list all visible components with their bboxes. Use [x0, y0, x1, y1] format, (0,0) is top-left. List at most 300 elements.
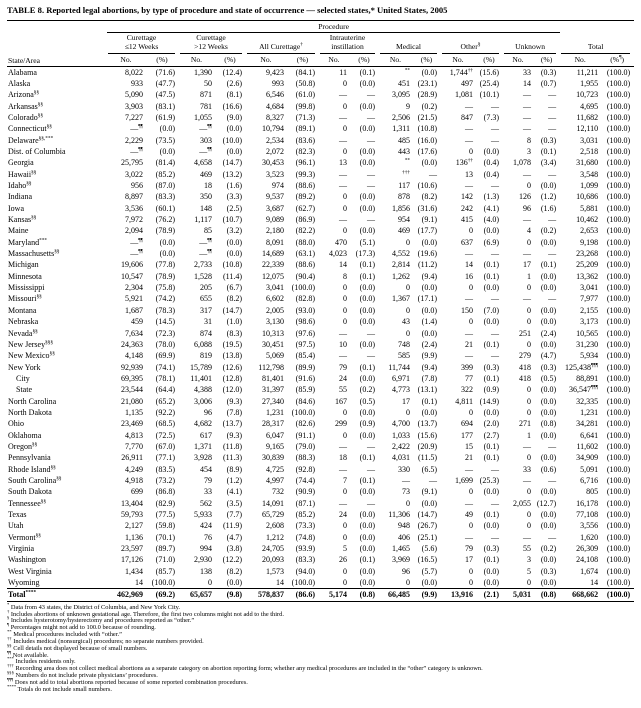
percent-cell: (13.1): [417, 385, 437, 395]
count-cell: 0: [469, 487, 473, 497]
state-area-cell: Minnesota: [8, 271, 42, 281]
state-area-cell: New Jersey§§§: [8, 339, 54, 349]
percent-cell: (0.0): [359, 192, 375, 202]
percent-cell: (97.6): [295, 328, 315, 338]
percent-cell: (0.1): [359, 475, 375, 485]
count-cell: 6,716: [580, 475, 599, 485]
count-cell: 17: [402, 396, 410, 406]
percent-cell: (0.0): [159, 147, 175, 156]
count-cell: 17: [523, 260, 531, 270]
table-row: [7, 452, 634, 463]
count-cell: 77: [465, 373, 473, 383]
percent-cell: —: [367, 464, 375, 474]
percent-cell: (85.2): [295, 510, 315, 519]
percent-cell: (100.0): [606, 339, 631, 349]
percent-cell: (0.4): [483, 158, 499, 168]
percent-cell: (0.0): [359, 147, 375, 156]
count-cell: 69,395: [121, 373, 143, 383]
count-cell: 8,091: [266, 237, 284, 247]
count-cell: 4,918: [125, 475, 143, 485]
count-cell: 14,091: [262, 498, 284, 508]
percent-cell: (68.5): [155, 419, 175, 429]
count-cell: 49: [465, 510, 473, 519]
count-cell: 3,687: [266, 203, 284, 213]
percent-cell: (83.1): [155, 101, 175, 111]
count-cell: 0: [527, 181, 531, 191]
count-cell: 30,453: [262, 158, 284, 168]
percent-cell: —: [548, 441, 557, 451]
count-cell: 5,881: [580, 203, 599, 213]
count-cell: 4,658: [194, 158, 212, 168]
count-cell: 805: [586, 487, 599, 497]
count-cell: 16,178: [576, 498, 599, 508]
count-cell: —: [339, 498, 347, 508]
count-cell: 4,700: [392, 419, 410, 429]
percent-cell: (50.8): [295, 78, 315, 88]
percent-cell: (0.0): [359, 226, 375, 236]
count-cell: 14: [276, 578, 284, 588]
percent-cell: —: [367, 328, 375, 338]
percent-cell: (100.0): [600, 589, 634, 601]
count-cell: —: [465, 249, 473, 259]
count-cell: 2,733: [194, 260, 212, 270]
percent-cell: (100.0): [291, 578, 315, 588]
percent-cell: (0.1): [359, 555, 375, 565]
count-cell: 8: [343, 271, 347, 281]
percent-cell: (28.9): [417, 90, 437, 100]
count-cell: 2,127: [125, 521, 143, 531]
table-row: [7, 418, 634, 429]
percent-cell: —: [548, 169, 557, 179]
percent-cell: (1.2): [226, 475, 242, 485]
percent-cell: (90.4): [295, 271, 315, 281]
count-cell: 459: [131, 317, 143, 327]
percent-cell: (7.3): [483, 112, 499, 122]
count-cell: 0: [527, 510, 531, 519]
count-cell: 6,088: [194, 339, 212, 349]
percent-cell: (14.7): [222, 158, 242, 168]
count-cell: 6,971: [392, 373, 410, 383]
percent-cell: (63.1): [295, 249, 315, 259]
percent-cell: —: [491, 294, 499, 304]
count-cell: —: [465, 181, 473, 191]
state-area-cell: Alaska: [8, 78, 31, 88]
state-area-cell: Hawaii§§: [8, 169, 37, 179]
count-cell: 21,080: [121, 396, 143, 406]
count-cell: 13,362: [576, 271, 599, 281]
count-cell: 17: [465, 555, 473, 565]
percent-cell: (25.4): [479, 78, 499, 88]
count-cell: —: [339, 135, 347, 145]
footnote: ** Medical procedures included with “other.”: [7, 629, 122, 639]
count-cell: 8,897: [125, 192, 143, 202]
state-area-cell: Virginia: [8, 544, 35, 554]
count-cell: 18: [204, 181, 212, 191]
count-cell: 10,565: [576, 328, 599, 338]
count-cell: —: [465, 328, 473, 338]
state-area-cell: Delaware§§,***: [8, 135, 54, 145]
percent-cell: (100.0): [606, 521, 631, 531]
percent-cell: (11.2): [417, 260, 437, 270]
count-cell: 14: [135, 578, 143, 588]
percent-cell: (11.3): [222, 453, 242, 463]
percent-cell: (100.0): [606, 362, 631, 372]
count-cell: 4,388: [194, 385, 212, 395]
percent-cell: (0.7): [540, 78, 557, 88]
percent-cell: (4.1): [226, 487, 242, 497]
count-cell: 21: [465, 339, 473, 349]
percent-cell: (16.0): [417, 135, 437, 145]
count-cell: 4,997: [266, 475, 284, 485]
percent-cell: (100.0): [606, 226, 631, 236]
count-cell: 6,602: [266, 294, 284, 304]
percent-cell: (4.7): [540, 351, 557, 361]
count-cell: 50: [204, 78, 212, 88]
state-area-cell: Idaho§§: [8, 180, 32, 191]
percent-cell: (8.9): [226, 464, 242, 474]
percent-cell: (47.7): [155, 78, 175, 88]
count-cell: —: [465, 294, 473, 304]
count-cell: 0: [527, 407, 531, 417]
percent-cell: (100.0): [606, 181, 631, 191]
table-row: [7, 441, 634, 452]
percent-cell: (0.3): [540, 135, 557, 145]
percent-cell: (3.5): [226, 498, 242, 508]
count-cell: 933: [131, 78, 143, 88]
percent-cell: (87.1): [295, 498, 315, 508]
table-row: [7, 577, 634, 589]
percent-cell: (0.0): [159, 249, 175, 259]
state-area-header: State/Area: [7, 21, 107, 67]
count-cell: 81,401: [262, 373, 284, 383]
percent-cell: (100.0): [606, 260, 631, 270]
percent-cell: (100.0): [606, 112, 631, 122]
percent-cell: (0.0): [226, 578, 242, 588]
count-cell: 32,335: [576, 396, 599, 406]
count-cell: 0: [527, 385, 531, 395]
count-cell: 974: [272, 181, 284, 191]
count-cell: —: [523, 215, 531, 225]
percent-cell: (84.6): [295, 396, 315, 406]
count-cell: —: [339, 181, 347, 191]
count-cell: 1,573: [266, 566, 284, 576]
footnote: § Includes hysterotomy/hysterectomy and procedures reported as “other.”: [7, 615, 195, 625]
count-cell: 1,117: [194, 215, 212, 225]
percent-cell: (16.5): [417, 555, 437, 565]
percent-cell: (0.0): [359, 544, 375, 554]
percent-cell: (10.1): [479, 90, 499, 100]
percent-cell: (0.0): [159, 237, 175, 247]
count-cell: 303: [200, 135, 212, 145]
no-header: No.: [319, 54, 349, 67]
count-cell: 0: [343, 578, 347, 588]
count-cell: 637: [461, 237, 473, 247]
count-cell: 3,903: [125, 101, 143, 111]
table-row: [7, 543, 634, 554]
count-cell: 2,653: [580, 226, 599, 236]
percent-cell: (100.0): [606, 169, 631, 179]
percent-cell: (74.8): [295, 532, 315, 542]
percent-cell: —: [548, 294, 557, 304]
percent-cell: —: [367, 135, 375, 145]
state-area-cell: Nebraska: [8, 317, 39, 327]
count-cell: 4,023: [329, 249, 347, 259]
count-cell: 299: [335, 419, 347, 429]
count-cell: 469: [200, 169, 212, 179]
count-cell: 13: [339, 158, 347, 168]
state-area-cell: Massachusetts§§: [8, 248, 60, 259]
percent-cell: —: [367, 498, 375, 508]
count-cell: 3,130: [266, 317, 284, 327]
table-row: [7, 180, 634, 191]
count-cell: 1,135: [125, 407, 143, 417]
percent-cell: (5.1): [359, 237, 375, 247]
percent-cell: (83.3): [295, 555, 315, 565]
count-cell: 0: [406, 328, 410, 338]
count-cell: 1,099: [580, 181, 599, 191]
state-area-cell: Arizona§§: [8, 89, 40, 100]
percent-cell: —: [491, 328, 499, 338]
count-cell: 0: [406, 498, 410, 508]
state-area-cell: New York: [8, 362, 41, 372]
percent-cell: (25.1): [417, 532, 437, 542]
count-cell: 7,977: [580, 294, 599, 304]
count-cell: 1,390: [194, 67, 212, 77]
count-cell: 26: [339, 555, 347, 565]
state-area-cell: Connecticut§§: [8, 123, 52, 134]
count-cell: 2,506: [392, 112, 410, 122]
percent-cell: (100.0): [291, 407, 315, 417]
table-row: [7, 225, 634, 236]
count-cell: 9,089: [266, 215, 284, 225]
table-row: [7, 475, 634, 486]
count-cell: 0: [527, 237, 531, 247]
percent-cell: —: [548, 215, 557, 225]
count-cell: 11,744: [388, 362, 410, 372]
state-area-cell: Wyoming: [8, 578, 40, 588]
state-area-cell: State: [16, 385, 32, 395]
state-area-cell: Dist. of Columbia: [8, 147, 66, 156]
percent-cell: (0.1): [359, 453, 375, 463]
percent-cell: (85.7): [155, 566, 175, 576]
percent-cell: (20.9): [417, 441, 437, 451]
percent-cell: (0.0): [540, 305, 557, 315]
percent-cell: (5.7): [421, 566, 437, 576]
count-cell: 1,674: [580, 566, 599, 576]
count-cell: 11,602: [576, 441, 599, 451]
count-cell: 469: [398, 226, 410, 236]
percent-cell: —: [491, 124, 499, 134]
count-cell: 23,544: [121, 385, 143, 395]
percent-cell: (100.0): [606, 90, 631, 100]
percent-cell: (100.0): [606, 419, 631, 429]
pct-header: (%¶): [600, 54, 634, 67]
percent-cell: (0.0): [483, 407, 499, 417]
percent-cell: (19.5): [222, 339, 242, 349]
percent-cell: (9.8): [214, 589, 246, 601]
percent-cell: (92.8): [295, 464, 315, 474]
percent-cell: (83.5): [155, 464, 175, 474]
count-cell: 1: [527, 430, 531, 440]
percent-cell: (69.9): [155, 351, 175, 361]
count-cell: 136††: [455, 157, 473, 168]
column-group-header: Other§: [441, 33, 503, 54]
percent-cell: (8.2): [226, 294, 242, 304]
percent-cell: (0.8): [533, 589, 560, 601]
count-cell: 10,462: [576, 215, 599, 225]
percent-cell: —: [548, 90, 557, 100]
state-area-cell: Colorado§§: [8, 112, 44, 122]
percent-cell: (77.1): [155, 453, 175, 463]
count-cell: 21: [465, 453, 473, 463]
percent-cell: (75.8): [155, 283, 175, 293]
no-header: No.: [379, 54, 412, 67]
count-cell: 16: [465, 271, 473, 281]
count-cell: 948: [398, 521, 410, 531]
percent-cell: (0.1): [483, 555, 499, 565]
percent-cell: (88.3): [295, 453, 315, 463]
table-row: [7, 282, 634, 293]
no-header: No.: [560, 54, 600, 67]
percent-cell: (0.0): [421, 237, 437, 247]
percent-cell: (100.0): [606, 487, 631, 497]
percent-cell: (23.1): [417, 78, 437, 88]
pct-header: (%): [145, 54, 179, 67]
count-cell: 0: [343, 101, 347, 111]
percent-cell: (10.8): [417, 124, 437, 134]
count-cell: 732: [272, 487, 284, 497]
percent-cell: (0.0): [483, 578, 499, 588]
count-cell: 23,597: [121, 544, 143, 554]
percent-cell: (0.1): [483, 441, 499, 451]
count-cell: 150: [461, 305, 473, 315]
count-cell: 0: [527, 521, 531, 531]
table-row: [7, 407, 634, 418]
count-cell: 1,744††: [449, 66, 473, 77]
percent-cell: (100.0): [606, 158, 631, 168]
percent-cell: (0.6): [540, 464, 557, 474]
percent-cell: (0.0): [483, 147, 499, 156]
percent-cell: (92.2): [155, 407, 175, 417]
percent-cell: (100.0): [606, 78, 631, 88]
percent-cell: (0.4): [483, 169, 499, 179]
state-area-cell: Ohio: [8, 419, 24, 429]
count-cell: 2,518: [580, 147, 599, 156]
count-cell: 4,249: [125, 464, 143, 474]
percent-cell: (3.8): [226, 544, 242, 554]
state-area-cell: Tennessee§§: [8, 498, 47, 508]
count-cell: 5,090: [125, 90, 143, 100]
percent-cell: (100.0): [606, 385, 631, 395]
count-cell: 4,031: [392, 453, 410, 463]
state-area-cell: Vermont§§: [8, 532, 41, 542]
count-cell: 7,972: [125, 215, 143, 225]
count-cell: 26,911: [121, 453, 143, 463]
count-cell: 33: [523, 67, 531, 77]
count-cell: 1,033: [392, 430, 410, 440]
percent-cell: (4.0): [483, 215, 499, 225]
count-cell: —¶¶: [199, 237, 212, 247]
count-cell: —: [465, 351, 473, 361]
state-area-cell: Total****: [7, 589, 107, 601]
count-cell: 668,662: [560, 589, 600, 601]
percent-cell: (90.9): [295, 487, 315, 497]
count-cell: 415: [461, 215, 473, 225]
count-cell: 0: [469, 147, 473, 156]
count-cell: 96: [402, 566, 410, 576]
column-group-header: All Curettage†: [246, 33, 319, 54]
percent-cell: (0.9): [483, 385, 499, 395]
percent-cell: (0.8): [349, 589, 379, 601]
percent-cell: (86.9): [295, 215, 315, 225]
table-title: TABLE 8. Reported legal abortions, by type of procedure and state of occurrence — selected states,* United States, 2005: [7, 5, 448, 15]
count-cell: 399: [461, 362, 473, 372]
percent-cell: (91.1): [295, 430, 315, 440]
percent-cell: (0.2): [421, 101, 437, 111]
count-cell: —: [523, 90, 531, 100]
table-row: [7, 203, 634, 214]
count-cell: 0: [527, 339, 531, 349]
percent-cell: (70.1): [155, 532, 175, 542]
percent-cell: (0.1): [483, 510, 499, 519]
count-cell: 485: [398, 135, 410, 145]
state-area-cell: North Carolina: [8, 396, 57, 406]
footnote: ††† Recording area does not collect medical abortions as a separate category on abortion reporting form; whether any medical procedures are included in the “other” category is unknown.: [7, 663, 483, 673]
count-cell: 819: [200, 351, 212, 361]
percent-cell: (0.0): [359, 158, 375, 168]
table-row: [7, 384, 634, 395]
footnotes: [7, 601, 634, 694]
percent-cell: —: [548, 532, 557, 542]
percent-cell: —: [491, 101, 499, 111]
count-cell: 36,547¶¶¶: [568, 384, 599, 395]
percent-cell: (7.0): [483, 305, 499, 315]
percent-cell: (12.8): [222, 373, 242, 383]
state-area-cell: Rhode Island§§: [8, 463, 56, 474]
percent-cell: (100.0): [606, 283, 631, 293]
percent-cell: (3.3): [226, 192, 242, 202]
percent-cell: (88.0): [295, 237, 315, 247]
header-spanner-row: [7, 21, 634, 33]
count-cell: 23,268: [576, 249, 599, 259]
count-cell: 0: [527, 487, 531, 497]
count-cell: 7: [343, 475, 347, 485]
count-cell: 0: [406, 407, 410, 417]
percent-cell: (0.5): [359, 396, 375, 406]
percent-cell: (89.1): [295, 124, 315, 134]
count-cell: 0: [343, 124, 347, 134]
percent-cell: (82.9): [155, 498, 175, 508]
percent-cell: (100.0): [606, 441, 631, 451]
count-cell: 2,534: [266, 135, 284, 145]
count-cell: 871: [200, 90, 212, 100]
percent-cell: (13.7): [417, 419, 437, 429]
percent-cell: (2.7): [483, 430, 499, 440]
percent-cell: (0.0): [540, 181, 557, 191]
count-cell: 33: [204, 487, 212, 497]
percent-cell: (25.3): [479, 475, 499, 485]
percent-cell: —: [429, 475, 437, 485]
percent-cell: (93.9): [295, 544, 315, 554]
footnote: **** Totals do not include small numbers.: [7, 683, 113, 693]
percent-cell: (100.0): [151, 578, 175, 588]
count-cell: 4,552: [392, 249, 410, 259]
count-cell: 0: [343, 430, 347, 440]
percent-cell: (71.0): [155, 555, 175, 565]
percent-cell: (98.6): [295, 317, 315, 327]
footnote: ¶¶ Not available.: [7, 649, 49, 659]
percent-cell: —: [548, 124, 557, 134]
